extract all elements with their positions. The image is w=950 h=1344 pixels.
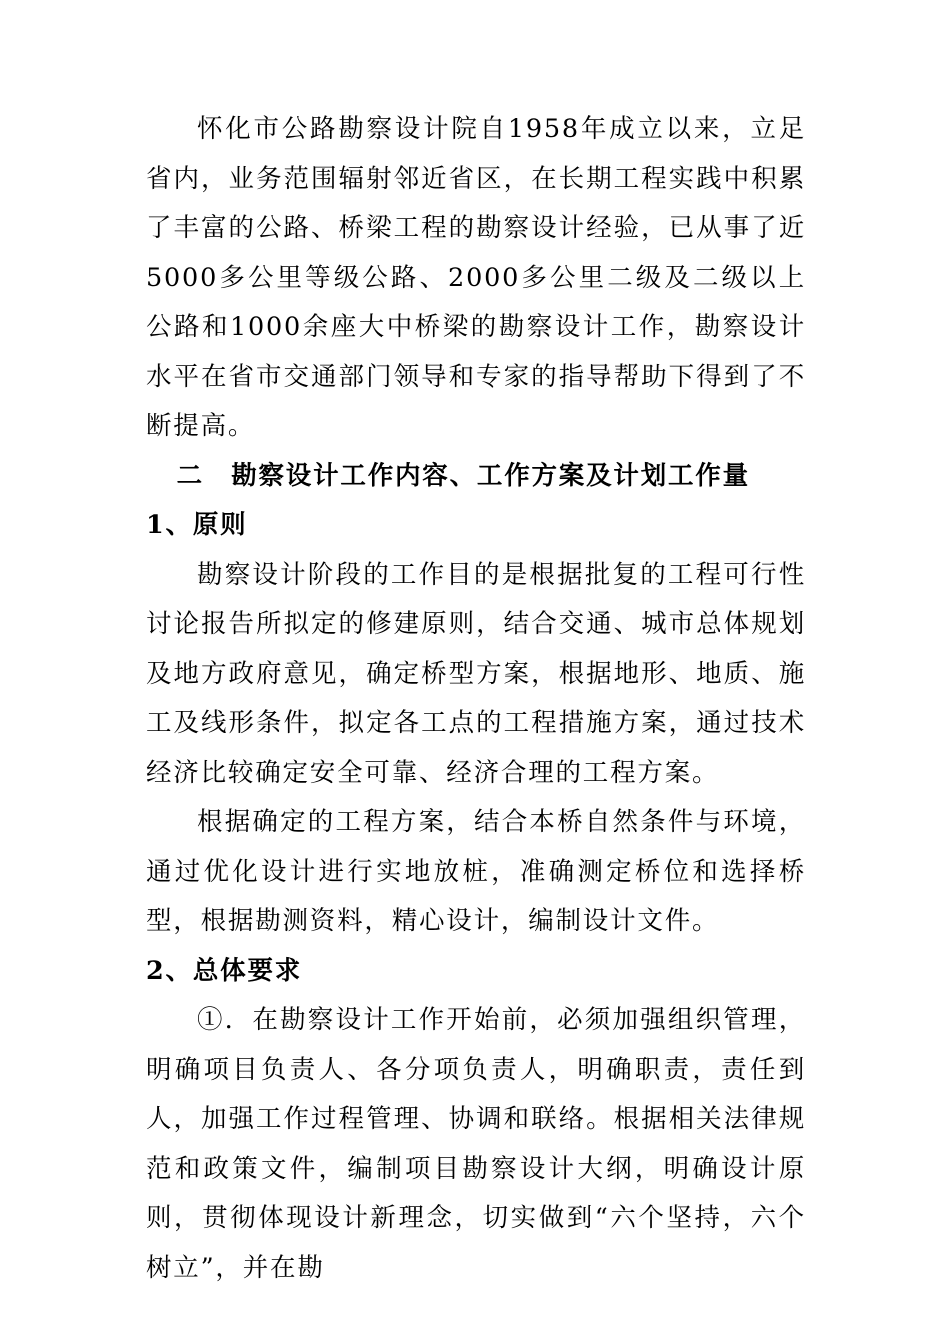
subsection-heading-principles: 1、原则 bbox=[146, 510, 248, 540]
requirements-paragraph: ①．在勘察设计工作开始前，必须加强组织管理，明确项目负责人、各分项负责人，明确职责，责任到人，加强工作过程管理、协调和联络。根据相关法律规范和政策文件，编制项目勘察设计大纲，明确设计原则，贯彻体现设计新理念，切实做到“六个坚持，六个树立”，并在勘 bbox=[146, 1005, 806, 1283]
principles-paragraph: 勘察设计阶段的工作目的是根据批复的工程可行性讨论报告所拟定的修建原则，结合交通、城市总体规划及地方政府意见，确定桥型方案，根据地形、地质、施工及线形条件，拟定各工点的工程措施方案，通过技术经济比较确定安全可靠、经济合理的工程方案。 bbox=[146, 559, 806, 788]
intro-paragraph: 怀化市公路勘察设计院自1958年成立以来，立足省内，业务范围辐射邻近省区，在长期工程实践中积累了丰富的公路、桥梁工程的勘察设计经验，已从事了近5000多公里等级公路、2000多公里二级及二级以上公路和1000余座大中桥梁的勘察设计工作，勘察设计水平在省市交通部门领导和专家的指导帮助下得到了不断提高。 bbox=[146, 114, 806, 441]
subsection-heading-requirements: 2、总体要求 bbox=[146, 955, 303, 986]
section-heading: 二 勘察设计工作内容、工作方案及计划工作量 bbox=[176, 460, 750, 491]
plan-paragraph: 根据确定的工程方案，结合本桥自然条件与环境，通过优化设计进行实地放桩，准确测定桥位和选择桥型，根据勘测资料，精心设计，编制设计文件。 bbox=[146, 807, 806, 936]
document-body bbox=[146, 105, 806, 1293]
